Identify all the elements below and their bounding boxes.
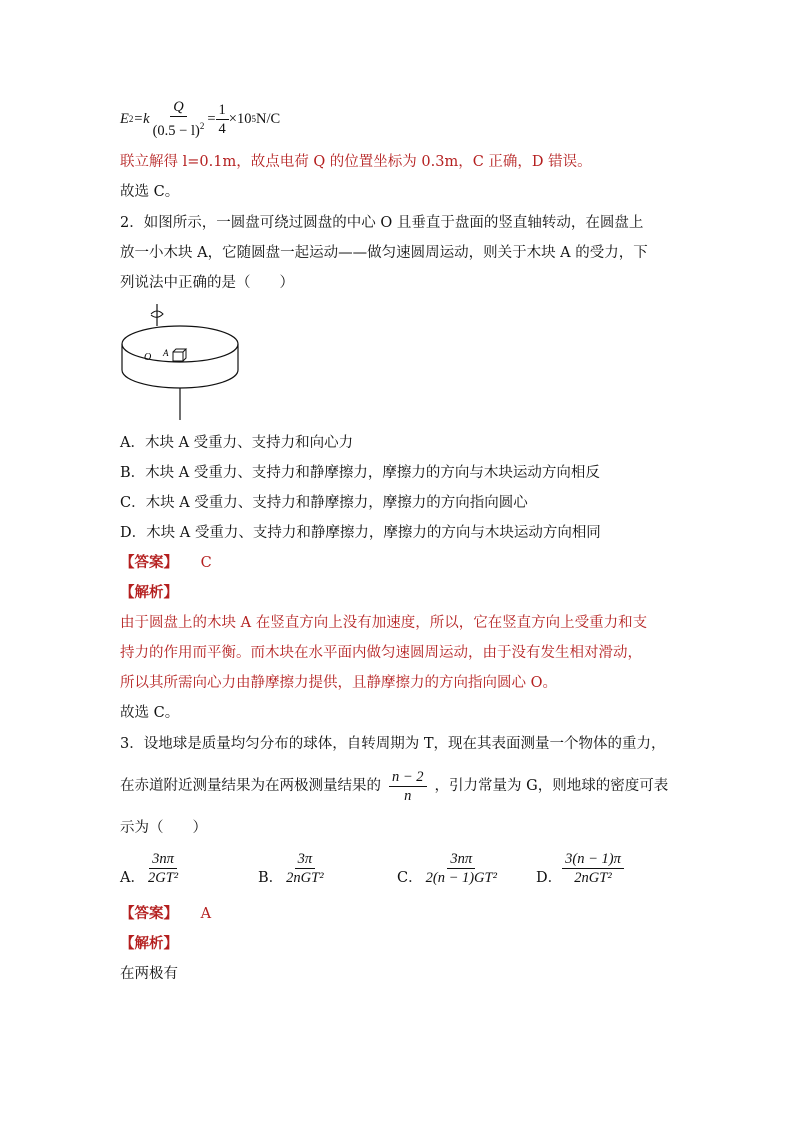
q3-analysis-label: 【解析】 <box>120 935 178 952</box>
q3-stem-line3: 示为（ ） <box>120 820 207 836</box>
formula-lhs-sub: 2 <box>128 114 134 124</box>
q3-option-c-label: C． <box>397 870 423 886</box>
q3-option-b <box>258 850 327 887</box>
q3-stem-line2 <box>120 763 668 809</box>
formula-unit: N/C <box>255 111 281 127</box>
formula-rest: ×10 <box>228 111 252 127</box>
formula-den-exp: 2 <box>199 121 205 132</box>
q3-option-a <box>120 850 181 887</box>
q2-answer-row <box>120 553 212 573</box>
q3-stem-line1: 3．设地球是质量均匀分布的球体，自转周期为 T，现在其表面测量一个物体的重力， <box>120 736 666 752</box>
formula-rest-exp: 5 <box>251 114 256 124</box>
q3-option-b-label: B． <box>258 870 284 886</box>
q3-option-c <box>397 850 500 887</box>
q3-ratio <box>389 768 427 805</box>
formula-e2 <box>120 98 280 140</box>
q2-stem-line1: 2．如图所示，一圆盘可绕过圆盘的中心 O 且垂直于盘面的竖直轴转动，在圆盘上 <box>120 215 644 231</box>
formula-fraction-1 <box>150 98 208 140</box>
q3-analysis-line1: 在两极有 <box>120 966 178 982</box>
solution1-text: 联立解得 l=0.1m，故点电荷 Q 的位置坐标为 0.3m，C 正确，D 错误。 <box>120 154 592 170</box>
q2-analysis-line3: 所以其所需向心力由静摩擦力提供，且静摩擦力的方向指向圆心 O。 <box>120 675 557 691</box>
q3-option-d-num: 3(n − 1)π <box>562 850 624 869</box>
disk-bottom <box>122 370 238 388</box>
q2-stem-line3: 列说法中正确的是（ ） <box>120 275 294 291</box>
q3-option-b-frac <box>283 850 326 887</box>
formula-eq2: = <box>207 111 216 127</box>
q2-choose: 故选 C。 <box>120 705 180 721</box>
label-a: A <box>163 348 169 358</box>
formula-fraction-2 <box>216 101 229 138</box>
q3-stem-post: ，引力常量为 G，则地球的密度可表 <box>434 778 669 794</box>
q2-answer: C <box>200 555 212 571</box>
formula-lhs: E <box>120 111 129 127</box>
q3-option-d-label: D． <box>536 870 563 886</box>
q2-option-d: D．木块 A 受重力、支持力和静摩擦力，摩擦力的方向与木块运动方向相同 <box>120 525 601 541</box>
q2-stem-line2: 放一小木块 A，它随圆盘一起运动——做匀速圆周运动，则关于木块 A 的受力，下 <box>120 245 648 261</box>
q3-option-b-num: 3π <box>295 850 316 869</box>
q3-answer-row <box>120 904 211 924</box>
q2-option-c: C．木块 A 受重力、支持力和静摩擦力，摩擦力的方向指向圆心 <box>120 495 528 511</box>
q3-answer: A <box>200 906 212 922</box>
q3-option-b-den: 2nGT² <box>286 870 324 886</box>
q3-option-a-den: 2GT² <box>147 870 179 886</box>
solution1-choose: 故选 C。 <box>120 184 180 200</box>
formula-num: Q <box>170 98 186 117</box>
q3-option-a-label: A． <box>120 870 145 886</box>
q3-stem-pre: 在赤道附近测量结果为在两极测量结果的 <box>120 778 381 794</box>
q3-option-c-den: 2(n − 1)GT² <box>425 870 497 886</box>
q3-option-a-num: 3nπ <box>149 850 177 869</box>
formula-frac2-den: 4 <box>218 120 226 137</box>
formula-den: (0.5 − l) <box>152 122 200 139</box>
label-o: O <box>144 352 152 363</box>
q3-answer-label: 【答案】 <box>120 905 178 922</box>
disk-figure <box>118 302 248 422</box>
q3-option-d <box>536 850 624 887</box>
formula-frac2-num: 1 <box>216 101 229 120</box>
q3-option-c-num: 3nπ <box>447 850 475 869</box>
q2-answer-label: 【答案】 <box>120 554 178 571</box>
q3-option-d-frac <box>562 850 624 887</box>
q3-ratio-num: n − 2 <box>389 768 427 787</box>
formula-eq-k: =k <box>133 111 150 127</box>
q3-option-a-frac <box>145 850 181 887</box>
q2-analysis-line1: 由于圆盘上的木块 A 在竖直方向上没有加速度，所以，它在竖直方向上受重力和支 <box>120 615 648 631</box>
q2-option-a: A．木块 A 受重力、支持力和向心力 <box>120 435 354 451</box>
q2-analysis-label: 【解析】 <box>120 584 178 601</box>
q2-option-b: B．木块 A 受重力、支持力和静摩擦力，摩擦力的方向与木块运动方向相反 <box>120 465 600 481</box>
q3-option-d-den: 2nGT² <box>574 870 612 886</box>
q2-analysis-line2: 持力的作用而平衡。而木块在水平面内做匀速圆周运动，由于没有发生相对滑动， <box>120 645 642 661</box>
q3-option-c-frac <box>423 850 500 887</box>
q3-ratio-den: n <box>404 787 412 804</box>
block-a <box>173 352 183 361</box>
